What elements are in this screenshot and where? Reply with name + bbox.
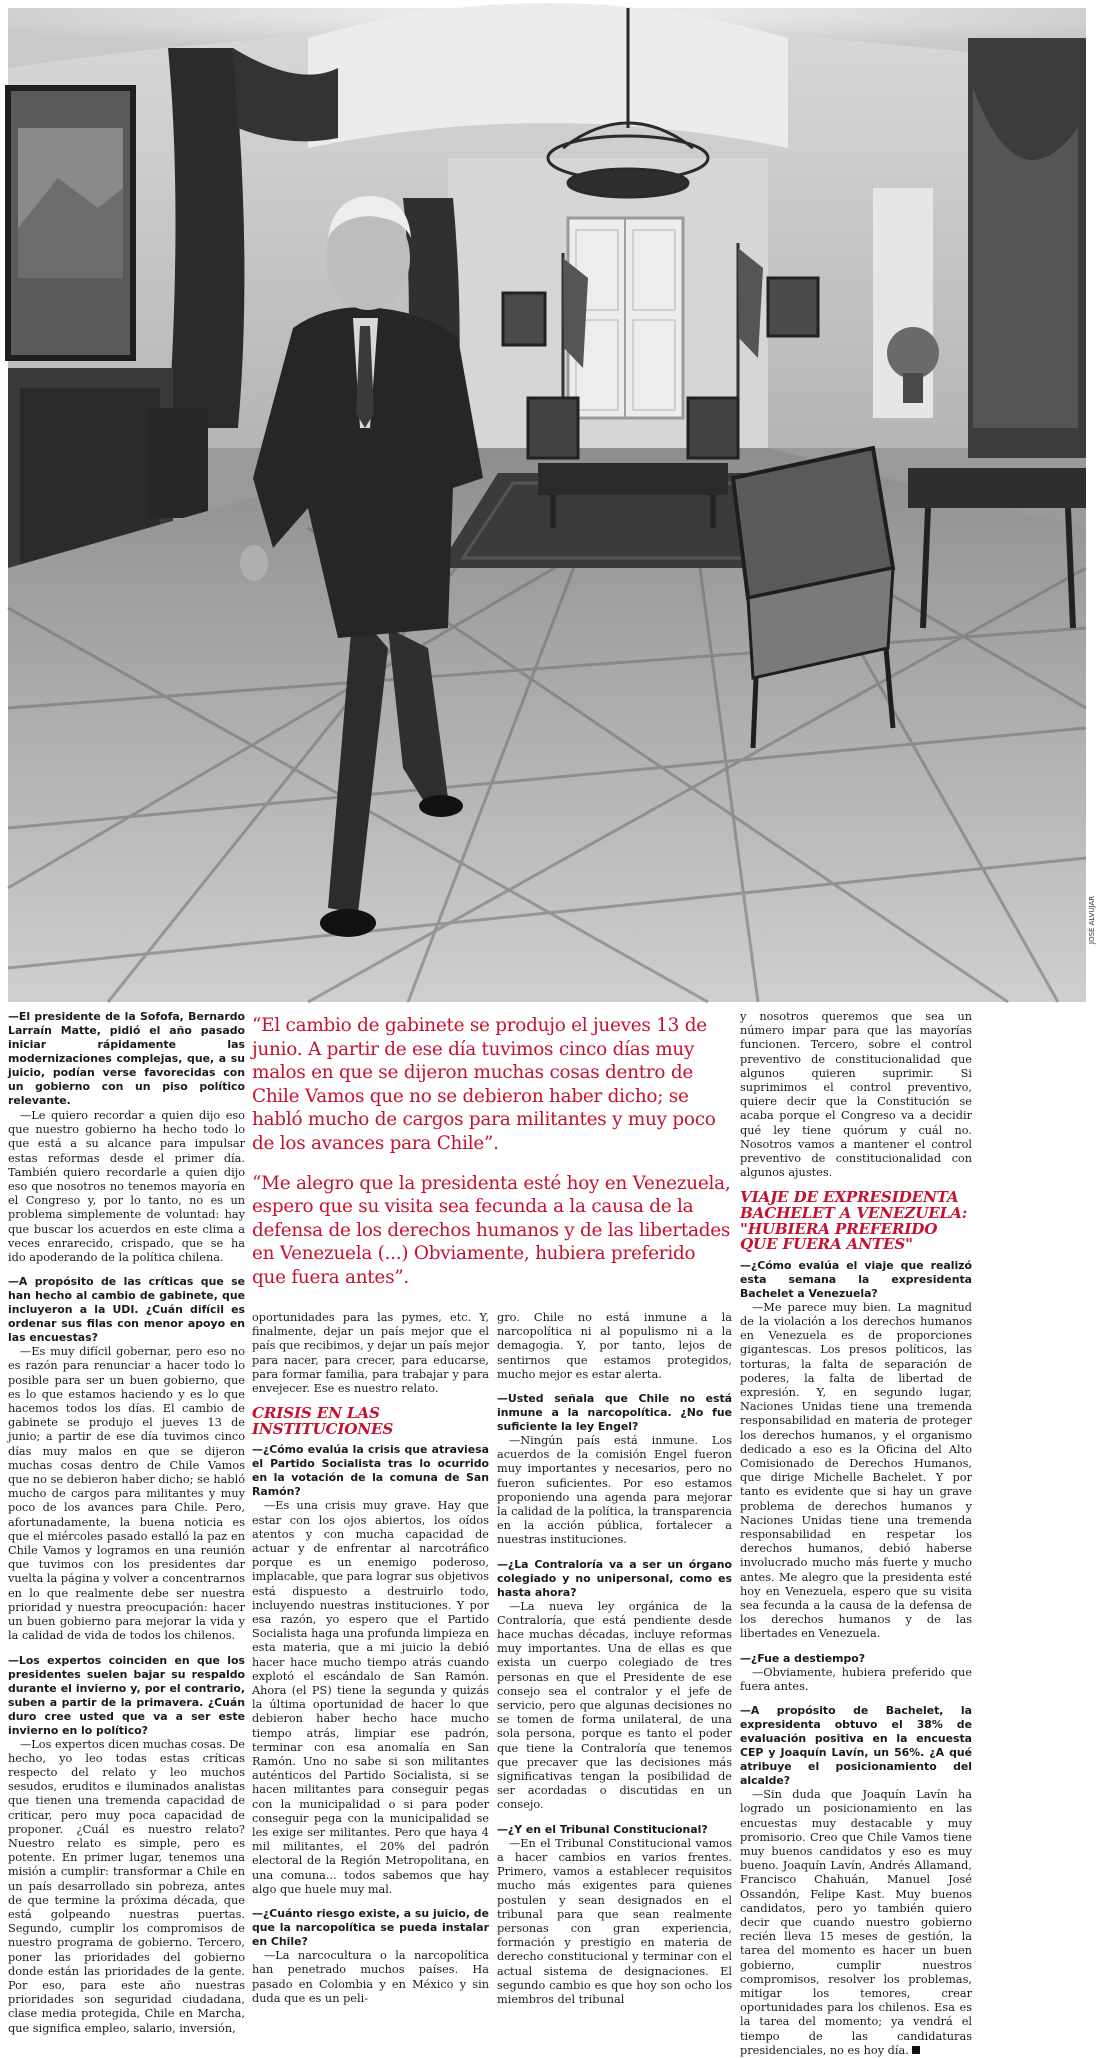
answer-final-text: —Sin duda que Joaquín Lavín ha logrado un posicionamiento en las encuestas muy destacable y muy promisorio. Creo que Chile Vamos tiene muy buenos candidatos y eso es muy bueno. Joaquín Lavín, Andrés Allamand, Francisco Chahuán, Manuel José Ossandón, Felipe Kast. Muy buenos candidatos, pero yo también quiero decir que cuando nuestro gobierno recién lleva 15 meses de gestión, la tarea del momento es hacer un buen gobierno, cumplir nuestros compromisos, resolver los problemas, mitigar los temores, crear oportunidades para los chilenos. Esa es la tarea del momento; ya vendrá el tiempo de las candidaturas presidenciales, no es hoy día. (740, 1788, 972, 2057)
answer-text: —Me parece muy bien. La magnitud de la violación a los derechos humanos en Venezuela es de proporciones gigantescas. Los presos políticos, las torturas, la falta de separación de poderes, la falta de libertad de expresión. Y, en segundo lugar, Naciones Unidas tiene una tremenda responsabilidad en materia de proteger los derechos humanos, y el organismo dedicado a eso es la Oficina del Alto Comisionado de Derechos Humanos, que dirige Michelle Bachelet. Y por tanto es evidente que si hay un grave problema de derechos humanos y Naciones Unidas tiene una tremenda responsabilidad en respetar los derechos humanos, debió haberse involucrado mucho más fuerte y mucho antes. Me alegro que la presidenta esté hoy en Venezuela, espero que su visita sea fecunda a la causa de la defensa de los derechos humanos y de las libertades en Venezuela. (740, 1300, 972, 1641)
pull-quote-cabinet: “El cambio de gabinete se produjo el jueves 13 de junio. A partir de ese día tuvimos cinco días muy malos en que se dijeron muchas cosas dentro de Chile Vamos que no se debieron haber dicho; se habló mucho de cargos para militantes y muy poco de los avances para Chile”. (252, 1015, 716, 1154)
answer-text: —Los expertos dicen muchas cosas. De hecho, yo leo todas estas críticas respecto del relato y leo muchos sesudos, eruditos e iluminados analistas que tienen una tremenda capacidad de criticar, pero muy poca capacidad de proponer. ¿Cuál es nuestro relato? Nuestro relato es simple, pero es potente. En primer lugar, tenemos una misión a cumplir: transformar a Chile en un país desarrollado sin pobreza, antes de que termine la próxima década, que está golpeando nuestras puertas. Segundo, cumplir los compromisos de nuestro programa de gobierno. Tercero, poner las prioridades del gobierno donde están las prioridades de la gente. Por eso, para este año nuestras prioridades son seguridad ciudadana, clase media protegida, Chile en Marcha, que significa empleo, salario, inversión, (8, 1737, 245, 2035)
lead-photo (8, 8, 1086, 1002)
answer-text: —Es muy difícil gobernar, pero eso no es razón para renunciar a hacer todo lo posible para ser un buen gobierno, que es lo que estamos haciendo y es lo que hacemos todos los días. El cambio de gabinete se produjo el jueves 13 de junio; a partir de ese día tuvimos cinco días muy malos en que se dijeron muchas cosas dentro de Chile Vamos que no se debieron haber dicho; se habló mucho de cargos para militantes y muy poco de los avances para Chile. Pero, afortunadamente, la buena noticia es que el miércoles pasado estalló la paz en Chile Vamos y logramos en una reunión que tuvimos con los presidentes dar vuelta la página y volver a concentrarnos en lo que realmente debe ser nuestra prioridad y nuestra preocupación: hacer un buen gobierno para mejorar la vida y la calidad de vida de todos los chilenos. (8, 1345, 245, 1643)
answer-text: —La narcocultura o la narcopolítica han penetrado muchos países. Ha pasado en Colombia y en México y sin duda que es un peli- (252, 1949, 489, 2005)
answer-text: y nosotros queremos que sea un número impar para que las mayorías funcionen. Tercero, sobre el control preventivo de constitucionalidad que algunos quieren suprimir. Si suprimimos el control preventivo, quiere decir que la Constitución se acaba porque el Congreso va a decidir qué ley tiene quórum y cuál no. Nosotros vamos a mantener el control preventivo de constitucionalidad con algunos ajustes. (740, 1010, 972, 1180)
photo-credit: JOSÉ ALVUJAR (1088, 895, 1096, 944)
section-subhead: CRISIS EN LAS INSTITUCIONES (252, 1404, 394, 1438)
pull-quote-venezuela: “Me alegro que la presidenta esté hoy en Venezuela, espero que su visita sea fecunda a la causa de la defensa de los derechos humanos y de las libertades en Venezuela (...) Obviamente, hubiera preferido que fuera antes”. (252, 1172, 731, 1288)
end-of-article-mark (912, 2046, 920, 2054)
article-column-2 (252, 1311, 489, 2005)
question-text: —A propósito de Bachelet, la expresidenta obtuvo el 38% de evaluación positiva en la encuesta CEP y Joaquín Lavín, un 56%. ¿A qué atribuye el posicionamiento del alcalde? (740, 1704, 972, 1788)
question-text: —¿Cuánto riesgo existe, a su juicio, de que la narcopolítica se pueda instalar en Chile? (252, 1907, 489, 1949)
question-text: —¿Cómo evalúa el viaje que realizó esta semana la expresidenta Bachelet a Venezuela? (740, 1258, 972, 1300)
question-text: —Los expertos coinciden en que los presidentes suelen bajar su respaldo durante el invierno y, por el contrario, suben a partir de la primavera. ¿Cuán duro cree usted que va a ser este invierno en lo político? (8, 1653, 245, 1737)
answer-text: oportunidades para las pymes, etc. Y, finalmente, dejar un país mejor que el país que recibimos, y dejar un país mejor para nacer, para crecer, para educarse, para formar familia, para trabajar y para envejecer. Ese es nuestro relato. (252, 1311, 489, 1396)
article-column-3 (497, 1311, 732, 2006)
question-text: —Usted señala que Chile no está inmune a la narcopolítica. ¿No fue suficiente la ley Engel? (497, 1392, 732, 1434)
answer-text: —En el Tribunal Constitucional vamos a hacer cambios en varios frentes. Primero, vamos a establecer requisitos mucho más exigentes para quienes postulen y sean designados en el tribunal para que sean realmente personas con gran experiencia, formación y prestigio en materia de derecho constitucional y terminar con el actual sistema de designaciones. El segundo cambio es que hoy son ocho los miembros del tribunal (497, 1836, 732, 2006)
answer-text: —La nueva ley orgánica de la Contraloría, que está pendiente desde hace muchas décadas, incluye reformas muy importantes. Una de ellas es que exista un cuerpo colegiado de tres personas en que el Presidente de ese consejo sea el contralor y el jefe de servicio, pero que algunas decisiones no se tomen de forma unilateral, de una sola persona, porque es tanto el poder que tiene la Contraloría que tenemos que precaver que las decisiones más significativas tengan la posibilidad de ser acordadas o discutidas en un consejo. (497, 1599, 732, 1812)
answer-text: —Le quiero recordar a quien dijo eso que nuestro gobierno ha hecho todo lo que está a su alcance para impulsar estas reformas desde el primer día. También quiero recordarle a quien dijo eso que nosotros no tenemos mayoría en el Congreso y, por lo tanto, no es un problema simplemente de voluntad: hay que buscar los acuerdos en este clima a veces enrarecido, crispado, que se ha ido apoderando de la política chilena. (8, 1109, 245, 1265)
section-subhead: VIAJE DE EXPRESIDENTA BACHELET A VENEZUELA: "HUBIERA PREFERIDO QUE FUERA ANTES" (740, 1188, 968, 1254)
photo-illustration (8, 8, 1086, 1002)
question-text: —¿Fue a destiempo? (740, 1651, 866, 1665)
article-column-1 (8, 1010, 245, 2035)
question-text: —A propósito de las críticas que se han hecho al cambio de gabinete, que incluyeron a la UDI. ¿Cuán difícil es ordenar sus filas con menor apoyo en las encuestas? (8, 1275, 245, 1345)
question-text: —¿La Contraloría va a ser un órgano colegiado y no unipersonal, como es hasta ahora? (497, 1557, 732, 1599)
answer-text: gro. Chile no está inmune a la narcopolítica ni al populismo ni a la demagogia. Y, por tanto, lejos de sentirnos que estamos protegidos, mucho mejor es estar alerta. (497, 1311, 732, 1381)
answer-text: —Obviamente, hubiera preferido que fuera antes. (740, 1665, 972, 1693)
article-column-4 (740, 1010, 972, 2057)
answer-text (740, 1788, 972, 2058)
question-text: —¿Cómo evalúa la crisis que atraviesa el Partido Socialista tras lo ocurrido en la votación de la comuna de San Ramón? (252, 1443, 489, 1499)
answer-text: —Ningún país está inmune. Los acuerdos de la comisión Engel fueron muy importantes y necesarios, pero no fueron suficientes. Por eso estamos proponiendo una agenda para mejorar la calidad de la política, la transparencia en la acción pública, fortalecer a nuestras instituciones. (497, 1434, 732, 1547)
intro-question: —El presidente de la Sofofa, Bernardo Larraín Matte, pidió el año pasado iniciar rápidamente las modernizaciones complejas, que, a su juicio, podían verse favorecidas con un gobierno con un piso político relevante. (8, 1010, 245, 1107)
answer-text: —Es una crisis muy grave. Hay que estar con los ojos abiertos, los oídos atentos y con mucha capacidad de actuar y de enfrentar al narcotráfico porque es un enemigo poderoso, implacable, que para lograr sus objetivos está dispuesto a destruirlo todo, incluyendo nuestras instituciones. Y por esa razón, yo espero que el Partido Socialista haga una profunda limpieza en esta materia, que a mi juicio la debió hacer hace mucho tiempo atrás cuando explotó el escándalo de San Ramón. Ahora (el PS) tiene la segunda y quizás la última oportunidad de hacer lo que debieron haber hecho hace mucho tiempo atrás, limpiar ese padrón, terminar con esa anomalía en San Ramón. Uno no sabe si son militantes auténticos del Partido Socialista, si se hacen militantes para conseguir pegas con la municipalidad o si para poder conseguir pega con la municipalidad se les exige ser militantes. Pero que haya 4 mil militantes, el 20% del padrón electoral de la Región Metropolitana, en una comuna... todos sabemos que hay algo que huele muy mal. (252, 1499, 489, 1896)
question-text: —¿Y en el Tribunal Constitucional? (497, 1822, 708, 1836)
pull-quotes (252, 1014, 732, 1290)
